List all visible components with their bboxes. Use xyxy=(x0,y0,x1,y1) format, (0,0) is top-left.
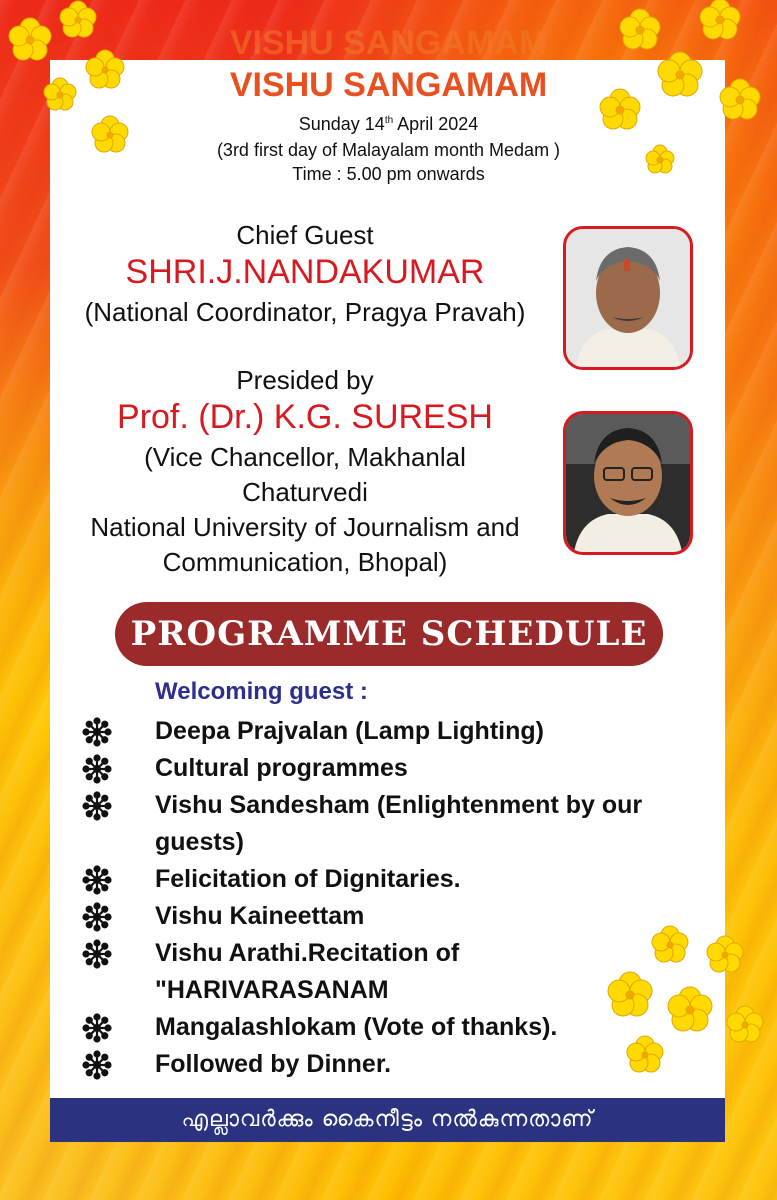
chief-guest-name: SHRI.J.NANDAKUMAR xyxy=(125,253,485,291)
date-month-year: April 2024 xyxy=(393,114,479,134)
chief-guest-designation: (National Coordinator, Pragya Pravah) xyxy=(84,297,526,327)
presided-by-photo xyxy=(563,411,693,555)
welcome-guest: Welcoming guest : xyxy=(155,678,368,705)
asterisk-flower-icon xyxy=(80,937,114,971)
schedule-item xyxy=(0,1009,777,1046)
designation-line-1: (Vice Chancellor, Makhanlal xyxy=(144,442,466,472)
title-shadow: VISHU SANGAMAM xyxy=(229,24,548,62)
event-date xyxy=(0,114,777,135)
asterisk-flower-icon xyxy=(80,900,114,934)
schedule-item xyxy=(0,861,777,898)
schedule-item-text: Vishu Sandesham (Enlightenment by our xyxy=(155,791,643,819)
schedule-item xyxy=(0,787,777,861)
asterisk-flower-icon xyxy=(80,789,114,823)
designation-line-4: Communication, Bhopal) xyxy=(162,547,448,577)
asterisk-flower-icon xyxy=(80,1048,114,1082)
schedule-item xyxy=(0,713,777,750)
schedule-item-text: Mangalashlokam (Vote of thanks). xyxy=(155,1013,558,1041)
presided-by-name: Prof. (Dr.) K.G. SURESH xyxy=(117,398,493,436)
event-title: VISHU SANGAMAM xyxy=(229,66,548,104)
schedule-heading: PROGRAMME SCHEDULE xyxy=(130,614,648,654)
schedule-item-text: Deepa Prajvalan (Lamp Lighting) xyxy=(155,717,544,745)
schedule-item-text: Felicitation of Dignitaries. xyxy=(155,865,461,893)
schedule-item xyxy=(0,1046,777,1083)
schedule-item xyxy=(0,935,777,1009)
footer-message: എല്ലാവർക്കും കൈനീട്ടം നൽകുന്നതാണ് xyxy=(181,1107,594,1132)
schedule-item-text: Vishu Arathi.Recitation of xyxy=(155,939,460,967)
schedule-item-text-continued: "HARIVARASANAM xyxy=(155,976,389,1004)
asterisk-flower-icon xyxy=(80,752,114,786)
schedule-item-text: Cultural programmes xyxy=(155,754,408,782)
schedule-item xyxy=(0,750,777,787)
designation-line-2: Chaturvedi xyxy=(242,477,368,507)
chief-guest-label: Chief Guest xyxy=(236,220,374,250)
asterisk-flower-icon xyxy=(80,715,114,749)
presided-by-designation xyxy=(55,440,555,580)
schedule-item-text: Vishu Kaineettam xyxy=(155,902,365,930)
date-prefix: Sunday 14 xyxy=(298,114,385,134)
asterisk-flower-icon xyxy=(80,1011,114,1045)
presided-by-label: Presided by xyxy=(236,365,374,395)
asterisk-flower-icon xyxy=(80,863,114,897)
schedule-item-text: Followed by Dinner. xyxy=(155,1050,392,1078)
date-suffix-sup: th xyxy=(384,115,394,126)
schedule-item-text-continued: guests) xyxy=(155,828,244,856)
event-time: Time : 5.00 pm onwards xyxy=(292,164,485,184)
chief-guest-photo xyxy=(563,226,693,370)
event-day-note: (3rd first day of Malayalam month Medam ) xyxy=(216,140,561,160)
schedule-item xyxy=(0,898,777,935)
designation-line-3: National University of Journalism and xyxy=(90,512,520,542)
